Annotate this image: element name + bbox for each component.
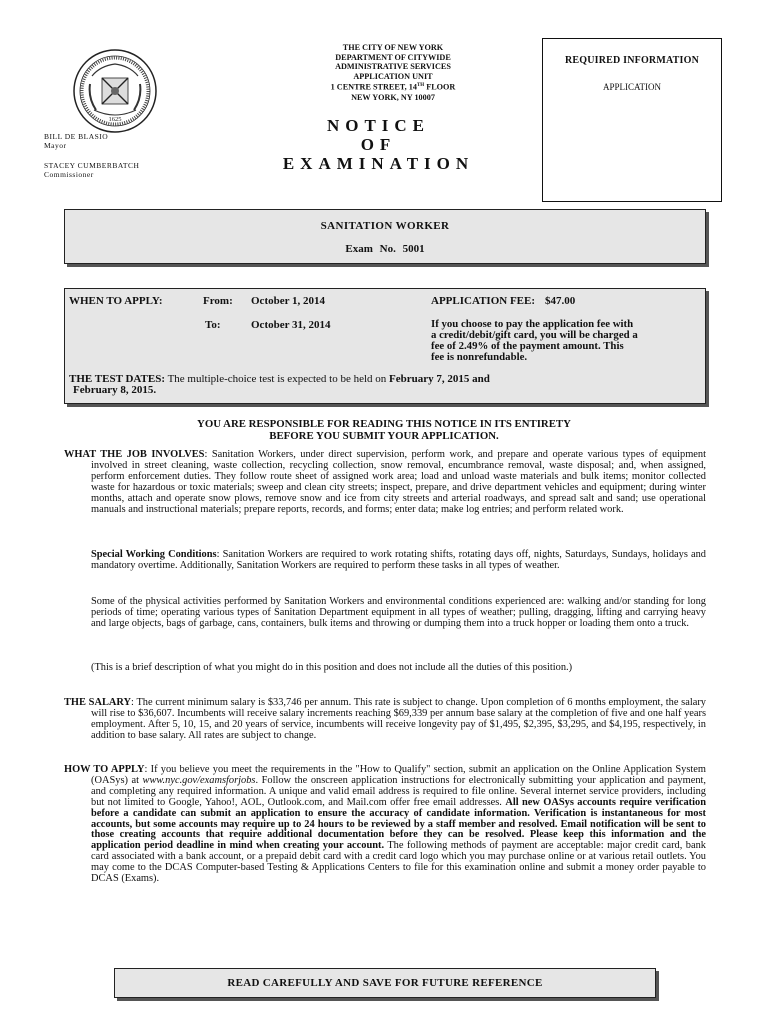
from-label: From: <box>203 295 233 307</box>
physical-activities-section: Some of the physical activities performed by Sanitation Workers and environmental conditions experienced are: walking and/or standing for long periods of time; operating various types of Sanitation Department equipment in all types of weather; pulling, dragging, lifting and carrying heavy and large objects, bags of garbage, cans, containers, bulk items and throwing or dumping them into a truck hopper or loading them onto a truck. <box>91 596 706 629</box>
application-fee-label: APPLICATION FEE: <box>431 295 535 307</box>
city-seal-logo <box>72 48 158 134</box>
apply-url-link: www.nyc.gov/examsforjobs <box>142 774 256 786</box>
required-information-box <box>542 38 722 202</box>
salary-section: THE SALARY: The current minimum salary is $33,746 per annum. This rate is subject to change. Upon completion of 6 months employment, the salary will rise to $36,607. Incumbents will receive salary increments reaching $69,339 per annum base salary at the completion of five and one half years employment. After 5, 10, 15, and 20 years of service, incumbents will receive longevity pay of $1,495, $2,395, $3,295, and $4,195, respectively, in addition to base salary. All rates are subject to change. <box>64 697 706 741</box>
agency-line: THE CITY OF NEW YORK <box>342 43 444 52</box>
test-dates: THE TEST DATES: The multiple-choice test is expected to be held on February 7, 2015 and February 8, 2015. <box>69 373 490 396</box>
application-fee-amount: $47.00 <box>545 295 576 307</box>
exam-number: Exam No. 5001 <box>345 243 425 255</box>
agency-line: ADMINISTRATIVE SERVICES <box>335 62 451 72</box>
responsible-notice: YOU ARE RESPONSIBLE FOR READING THIS NOTICE IN ITS ENTIRETY BEFORE YOU SUBMIT YOUR APPLICATION. <box>197 418 571 442</box>
job-label: WHAT THE JOB INVOLVES <box>64 449 205 460</box>
required-information-heading: REQUIRED INFORMATION <box>564 55 700 66</box>
commissioner-title: Commissioner <box>44 170 94 179</box>
to-date: October 31, 2014 <box>251 319 331 331</box>
required-information-sub: APPLICATION <box>602 82 661 92</box>
agency-address-line: 1 CENTRE STREET, 14TH FLOOR <box>330 83 456 93</box>
mayor-name: BILL DE BLASIO <box>44 132 109 141</box>
how-to-apply-section: HOW TO APPLY: If you believe you meet the requirements in the "How to Qualify" section, submit an application on the Online Application System (OASys) at www.nyc.gov/examsforjobs. Follow the onscreen application instructions for electronically submitting your application and payment, and completing any required information. A unique and valid email address is required to file online. Several internet service providers, including but not limited to Google, Yahoo!, AOL, Outlook.com, and Mail.com offer free email addresses. All new OASys accounts require verification before a candidate can submit an application to ensure the accuracy of candidate information. Verification is instantaneous for most accounts, but some accounts may require up to 24 hours to be reviewed by a staff member and resolved. Email notification will be sent to those creating accounts that require additional documentation before they can be resolved. Please keep this information and the application period deadline in mind when creating your account. The following methods of payment are acceptable: major credit card, bank card associated with a bank account, or a prepaid debit card with a credit card logo which you may purchase online or at various retail outlets. You may come to the DCAS Computer-based Testing & Applications Centers to file for this examination online and submit a money order payable to DCAS (Exams). <box>64 764 707 885</box>
svg-text:1625: 1625 <box>108 116 122 123</box>
special-conditions-section: Special Working Conditions: Sanitation Workers are required to work rotating shifts, rotating days off, nights, Saturdays, Sundays, holidays and mandatory overtime. Additionally, Sanitation Workers are required to perform these tasks in all types of weather. <box>91 549 706 571</box>
job-description-section: WHAT THE JOB INVOLVES: Sanitation Workers, under direct supervision, perform work, and prepare and operate various types of equipment involved in street cleaning, waste collection, recycling collection, snow removal, encumbrance removal, waste disposal; and, when assigned, perform enforcement duties. They follow route sheet of assigned work area; load and unload waste materials and bulk items; monitor collected waste for hazardous or toxic materials; sweep and clean city streets; inspect, prepare, and drive department vehicles and equipment; during winter months, attach and operate snow plows, remove snow and ice from city streets and arterial roadways, and spread salt and sand; use operational manuals and instructional materials; prepare reports, records, and forms; enter data; make log entries; and perform related work. <box>64 449 706 515</box>
mayor-title: Mayor <box>44 141 67 150</box>
agency-header <box>268 43 518 102</box>
officials-block <box>44 132 139 179</box>
exam-title: SANITATION WORKER <box>320 220 450 232</box>
to-label: To: <box>205 319 221 331</box>
commissioner-name: STACEY CUMBERBATCH <box>44 161 140 170</box>
when-to-apply-box <box>64 288 706 404</box>
agency-line: APPLICATION UNIT <box>353 71 433 81</box>
exam-title-box <box>64 209 706 264</box>
brief-description: (This is a brief description of what you might do in this position and does not include all the duties of this position.) <box>91 662 573 673</box>
footer-text: READ CAREFULLY AND SAVE FOR FUTURE REFERENCE <box>227 977 543 989</box>
from-date: October 1, 2014 <box>251 295 326 307</box>
fee-note: If you choose to pay the application fee with a credit/debit/gift card, you will be charged a fee of 2.49% of the payment amount. This fee is nonrefundable. <box>431 318 638 363</box>
footer-box <box>114 968 656 998</box>
agency-line: DEPARTMENT OF CITYWIDE <box>335 52 451 62</box>
notice-title: NOTICE OF EXAMINATION <box>282 116 475 173</box>
agency-line: NEW YORK, NY 10007 <box>351 92 435 102</box>
when-to-apply-label: WHEN TO APPLY: <box>69 295 163 307</box>
